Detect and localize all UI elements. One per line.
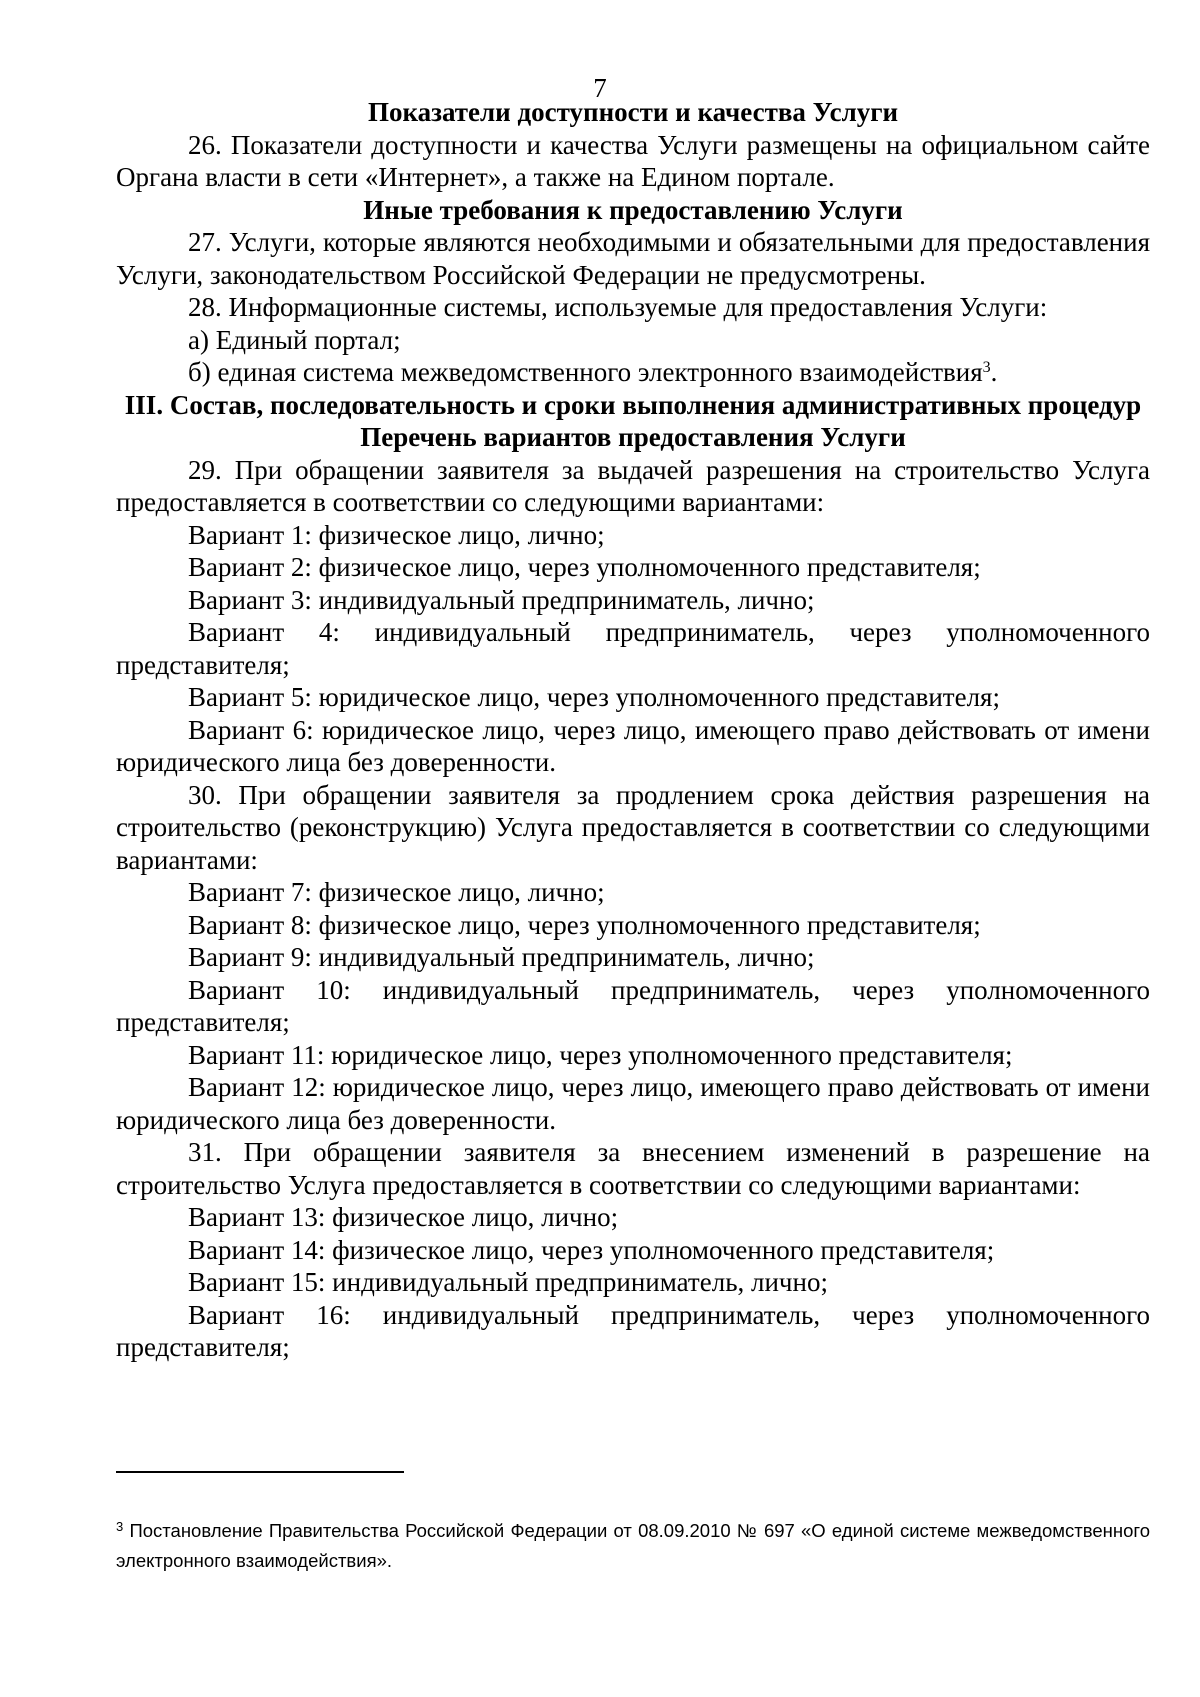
- variant-item: Вариант 5: юридическое лицо, через уполномоченного представителя;: [188, 682, 1000, 712]
- paragraph-28: 28. Информационные системы, используемые для предоставления Услуги:: [188, 292, 1048, 322]
- variant-item: Вариант 15: индивидуальный предприниматель, лично;: [188, 1267, 828, 1297]
- footnote-text: Постановление Правительства Российской Федерации от 08.09.2010 № 697 «О единой системе межведомственного электронного взаимодействия».: [116, 1520, 1150, 1571]
- paragraph-31: 31. При обращении заявителя за внесением изменений в разрешение на строительство Услуга предоставляется в соответствии со следующими вариантами:: [116, 1137, 1150, 1200]
- variant-item: Вариант 10: индивидуальный предприниматель, через уполномоченного представителя;: [116, 974, 1150, 1037]
- variant-item: Вариант 6: юридическое лицо, через лицо, имеющего право действовать от имени юридического лица без доверенности.: [116, 714, 1150, 777]
- document-body: [116, 96, 1150, 1364]
- list-item: [116, 356, 1150, 389]
- footnote-reference[interactable]: 3: [982, 359, 991, 376]
- footnote-divider: [116, 1471, 404, 1473]
- list-item: а) Единый портал;: [188, 324, 401, 355]
- section-heading: Иные требования к предоставлению Услуги: [363, 194, 903, 225]
- paragraph-29: 29. При обращении заявителя за выдачей разрешения на строительство Услуга предоставляется в соответствии со следующими вариантами:: [116, 454, 1150, 517]
- paragraph-26: 26. Показатели доступности и качества Услуги размещены на официальном сайте Органа власти в сети «Интернет», а также на Едином портале.: [116, 129, 1150, 192]
- variant-item: Вариант 3: индивидуальный предприниматель, лично;: [188, 584, 815, 615]
- variant-item: Вариант 9: индивидуальный предприниматель, лично;: [188, 942, 815, 972]
- page-number: 7: [593, 73, 607, 103]
- variant-item: Вариант 12: юридическое лицо, через лицо, имеющего право действовать от имени юридического лица без доверенности.: [116, 1072, 1150, 1135]
- section-heading: Показатели доступности и качества Услуги: [367, 97, 899, 127]
- variant-item: Вариант 16: индивидуальный предприниматель, через уполномоченного представителя;: [116, 1299, 1150, 1362]
- variant-item: Вариант 2: физическое лицо, через уполномоченного представителя;: [188, 552, 981, 582]
- variant-item: Вариант 8: физическое лицо, через уполномоченного представителя;: [188, 909, 981, 940]
- variant-item: Вариант 7: физическое лицо, лично;: [188, 877, 605, 907]
- footnote: [116, 1516, 1150, 1576]
- list-item-text: б) единая система межведомственного электронного взаимодействия: [188, 357, 983, 387]
- variant-item: Вариант 4: индивидуальный предприниматель, через уполномоченного представителя;: [116, 617, 1150, 680]
- variant-item: Вариант 1: физическое лицо, лично;: [188, 519, 605, 550]
- variant-item: Вариант 11: юридическое лицо, через уполномоченного представителя;: [188, 1039, 1013, 1070]
- chapter-heading: III. Состав, последовательность и сроки выполнения административных процедур: [124, 389, 1142, 420]
- paragraph-27: 27. Услуги, которые являются необходимыми и обязательными для предоставления Услуги, законодательством Российской Федерации не предусмотрены.: [116, 227, 1150, 290]
- list-item-suffix: .: [990, 357, 998, 387]
- paragraph-30: 30. При обращении заявителя за продлением срока действия разрешения на строительство (реконструкцию) Услуга предоставляется в соответствии со следующими вариантами:: [116, 779, 1150, 875]
- footnote-marker: 3: [116, 1519, 124, 1534]
- variant-item: Вариант 13: физическое лицо, лично;: [188, 1202, 619, 1232]
- variant-item: Вариант 14: физическое лицо, через уполномоченного представителя;: [188, 1234, 995, 1265]
- section-heading: Перечень вариантов предоставления Услуги: [360, 422, 906, 452]
